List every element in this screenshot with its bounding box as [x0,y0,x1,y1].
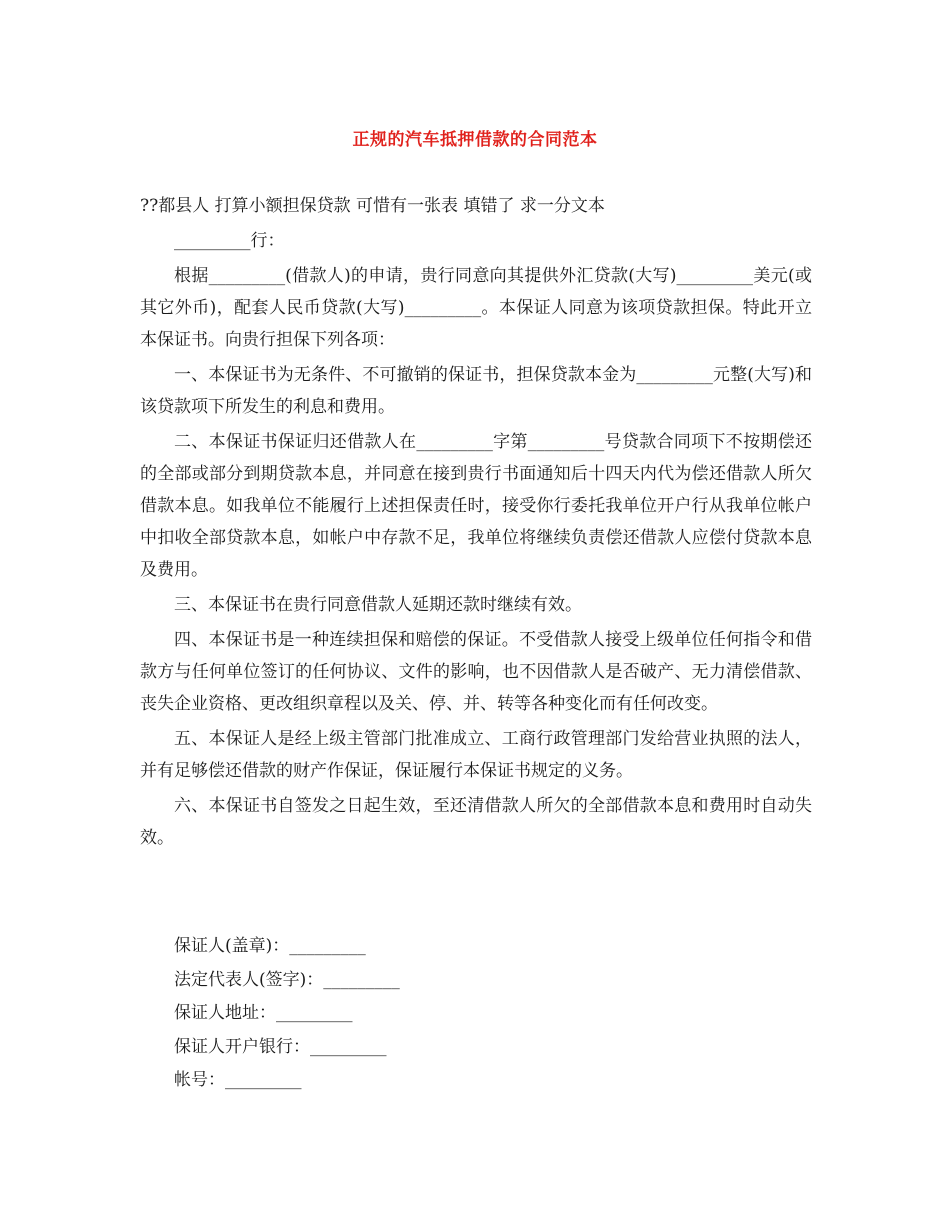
document-title: 正规的汽车抵押借款的合同范本 [352,130,598,150]
clause-5: 五、本保证人是经上级主管部门批准成立、工商行政管理部门发给营业执照的法人，并有足够偿还借款的财产作保证，保证履行本保证书规定的义务。 [140,729,812,781]
paragraph-preamble: 根据_________(借款人)的申请，贵行同意向其提供外汇贷款(大写)_________美元(或其它外币)，配套人民币贷款(大写)_________。本保证人同意为该项贷款担保。特此开立本保证书。向贵行担保下列各项： [140,266,812,350]
addressee-line: _________行： [174,231,285,251]
clause-4: 四、本保证书是一种连续担保和赔偿的保证。不受借款人接受上级单位任何指令和借款方与任何单位签订的任何协议、文件的影响，也不因借款人是否破产、无力清偿借款、丧失企业资格、更改组织章程以及关、停、并、转等各种变化而有任何改变。 [140,630,812,714]
document-body [140,190,812,857]
clause-3: 三、本保证书在贵行同意借款人延期还款时继续有效。 [174,595,582,615]
account-number-field: 帐号：_________ [174,1070,302,1090]
clause-1: 一、本保证书为无条件、不可撤销的保证书，担保贷款本金为_________元整(大写)和该贷款项下所发生的利息和费用。 [140,365,812,417]
signature-block [174,930,400,1098]
guarantor-address-field: 保证人地址：_________ [174,1003,353,1023]
clause-6: 六、本保证书自签发之日起生效，至还清借款人所欠的全部借款本息和费用时自动失效。 [140,796,812,848]
clause-2: 二、本保证书保证归还借款人在_________字第_________号贷款合同项下不按期偿还的全部或部分到期贷款本息，并同意在接到贵行书面通知后十四天内代为偿还借款人所欠借款本息。如我单位不能履行上述担保责任时，接受你行委托我单位开户行从我单位帐户中扣收全部贷款本息，如帐户中存款不足，我单位将继续负责偿还借款人应偿付贷款本息及费用。 [140,432,812,580]
guarantor-seal-field: 保证人(盖章)：_________ [174,936,366,956]
intro-line: ??都县人 打算小额担保贷款 可惜有一张表 填错了 求一分文本 [140,196,605,216]
legal-representative-field: 法定代表人(签字)：_________ [174,969,400,990]
guarantor-bank-field: 保证人开户银行：_________ [174,1036,387,1057]
